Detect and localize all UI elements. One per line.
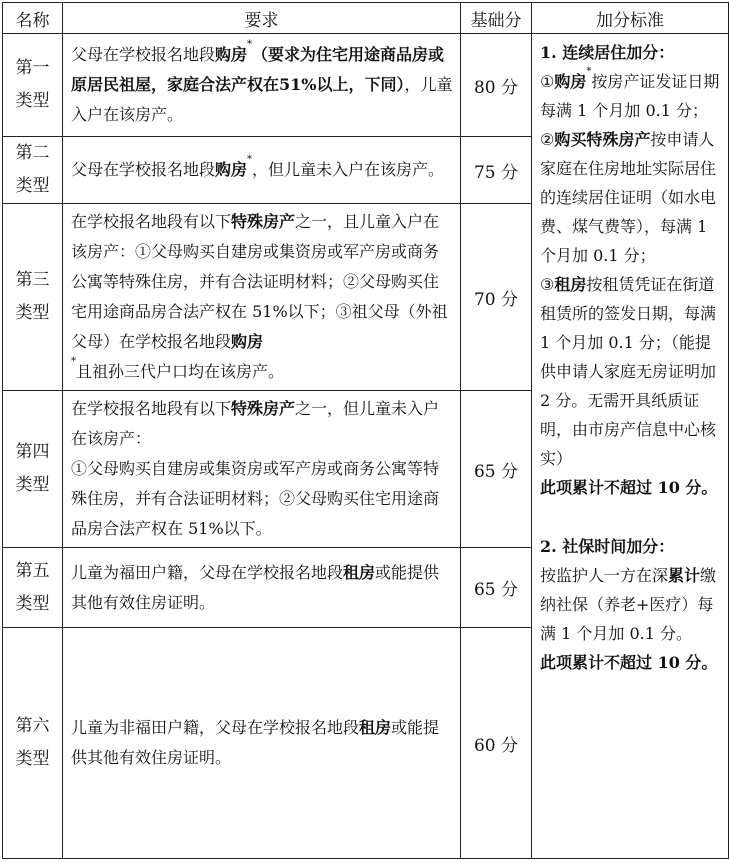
bonus-section2-limit: 此项累计不超过 10 分。 (540, 653, 718, 672)
header-row (3, 3, 729, 34)
bonus-item-rental: ③租房按租赁凭证在街道租赁所的签发日期，每满 1 个月加 0.1 分；（能提供申请人家庭无房证明加 2 分。无需开具纸质证明，由市房产信息中心核实） (540, 275, 717, 468)
row-score: 70 分 (461, 204, 532, 391)
row-requirement: 儿童为福田户籍，父母在学校报名地段租房或能提供其他有效住房证明。 (63, 548, 461, 628)
header-base-score: 基础分 (461, 3, 532, 34)
bonus-section1-limit: 此项累计不超过 10 分。 (540, 478, 718, 497)
row-requirement: 父母在学校报名地段购房*，但儿童未入户在该房产。 (63, 137, 461, 204)
row-requirement: 儿童为非福田户籍，父母在学校报名地段租房或能提供其他有效住房证明。 (63, 628, 461, 859)
row-requirement: 在学校报名地段有以下特殊房产之一，且儿童入户在该房产：①父母购买自建房或集资房或军产房或商务公寓等特殊住房，并有合法证明材料；②父母购买住宅用途商品房合法产权在 51%以下；③祖父母（外祖父母）在学校报名地段购房 *且祖孙三代户口均在该房产。 (63, 204, 461, 391)
row-name: 第五 类型 (3, 548, 63, 628)
row-score: 65 分 (461, 391, 532, 548)
header-name: 名称 (3, 3, 63, 34)
table-row (3, 34, 729, 137)
row-name: 第二 类型 (3, 137, 63, 204)
bonus-social-security: 按监护人一方在深累计缴纳社保（养老+医疗）每满 1 个月加 0.1 分。 (540, 566, 717, 643)
row-score: 75 分 (461, 137, 532, 204)
bonus-item-special-property: ②购买特殊房产按申请人家庭在住房地址实际居住的连续居住证明（如水电费、煤气费等），每满 1 个月加 0.1 分； (540, 130, 717, 265)
row-score: 65 分 (461, 548, 532, 628)
row-name: 第四 类型 (3, 391, 63, 548)
bonus-section2-title: 2. 社保时间加分： (540, 537, 675, 556)
row-name: 第六 类型 (3, 628, 63, 859)
bonus-item-purchase: ①购房*按房产证发证日期每满 1 个月加 0.1 分； (540, 66, 720, 120)
admission-score-table (2, 2, 729, 859)
row-requirement: 在学校报名地段有以下特殊房产之一，但儿童未入户在该房产： ①父母购买自建房或集资房或军产房或商务公寓等特殊住房，并有合法证明材料；②父母购买住宅用途商品房合法产权在 51%以下。 (63, 391, 461, 548)
row-score: 80 分 (461, 34, 532, 137)
bonus-section1-title: 1. 连续居住加分： (540, 43, 675, 62)
bonus-standard-cell (532, 34, 729, 859)
header-bonus-standard: 加分标准 (532, 3, 729, 34)
row-requirement: 父母在学校报名地段购房*（要求为住宅用途商品房或原居民祖屋，家庭合法产权在51%以上，下同），儿童入户在该房产。 (63, 34, 461, 137)
row-name: 第三 类型 (3, 204, 63, 391)
header-requirement: 要求 (63, 3, 461, 34)
row-name: 第一 类型 (3, 34, 63, 137)
row-score: 60 分 (461, 628, 532, 859)
